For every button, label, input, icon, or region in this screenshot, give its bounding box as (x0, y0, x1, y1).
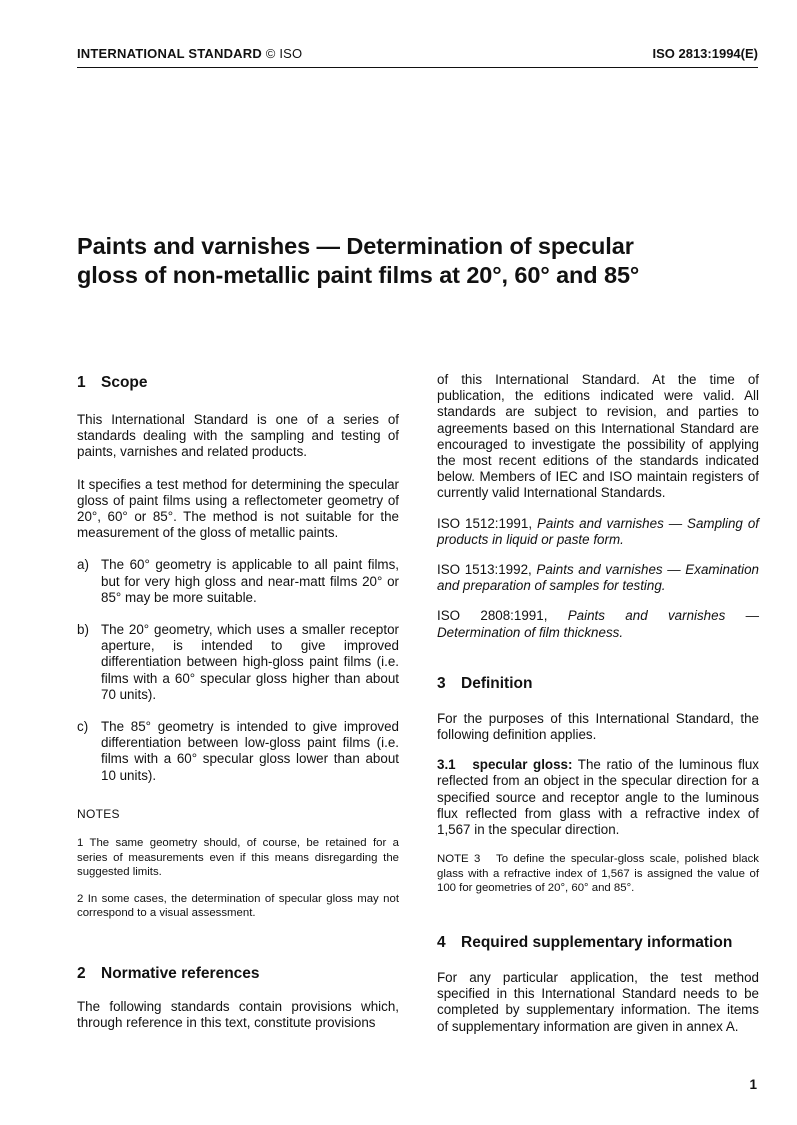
normative-paragraph-continued: of this International Standard. At the time of publication, the editions indicated were valid. All standards are subject to revision, and parties to agreements based on this International Standard are encouraged to investigate the possibility of applying the most recent editions of the standards indicated below. Members of IEC and ISO maintain registers of currently valid International Standards. (437, 372, 759, 501)
title-line-1: Paints and varnishes — Determination of specular (77, 233, 634, 259)
supplementary-info-paragraph: For any particular application, the test method specified in this International Standard needs to be completed by supplementary information. The items of supplementary information are given in annex A. (437, 970, 759, 1034)
note-1: 1 The same geometry should, of course, be retained for a series of measurements even if this means disregarding the suggested limits. (77, 837, 399, 879)
reference-title: Paints and varnishes — Sampling of products in liquid or paste form. (437, 515, 759, 547)
header-standard-label: INTERNATIONAL STANDARD (77, 46, 262, 61)
reference-code: ISO 1512:1991, (437, 515, 533, 531)
definition-3-1 (437, 757, 759, 838)
scope-paragraph-1: This International Standard is one of a series of standards dealing with the sampling and testing of paints, varnishes and related products. (77, 412, 399, 460)
section-3-number: 3 (437, 674, 446, 692)
section-3-heading (437, 675, 759, 693)
scope-item-b (77, 622, 399, 703)
running-header (77, 46, 758, 68)
section-4-heading (437, 934, 759, 952)
reference-title: Paints and varnishes — Examination and preparation of samples for testing. (437, 562, 759, 594)
reference-title: Paints and varnishes — Determination of film thickness. (437, 608, 759, 640)
section-4-number: 4 (437, 934, 446, 952)
section-4-title: Required supplementary information (461, 934, 733, 952)
definition-intro: For the purposes of this International Standard, the following definition applies. (437, 710, 759, 743)
list-marker: c) (77, 719, 89, 735)
section-3-title: Definition (461, 674, 533, 692)
list-item-text: The 60° geometry is applicable to all paint films, but for very high gloss and near-matt films 20° or 85° may be more suitable. (101, 557, 399, 605)
definition-number: 3.1 (437, 757, 456, 773)
note-3-label: NOTE 3 (437, 853, 481, 866)
section-2-title: Normative references (101, 965, 260, 983)
list-marker: b) (77, 622, 89, 638)
scope-item-c (77, 719, 399, 784)
notes-heading: NOTES (77, 806, 120, 821)
section-1-title: Scope (101, 374, 148, 391)
definition-term: specular gloss: (472, 757, 573, 773)
reference-iso-1513 (437, 562, 759, 594)
section-1-number: 1 (77, 374, 86, 391)
page-number: 1 (749, 1077, 757, 1092)
reference-code: ISO 2808:1991, (437, 608, 548, 624)
list-marker: a) (77, 557, 89, 573)
copyright-iso-mark: © ISO (265, 46, 303, 61)
note-2: 2 In some cases, the determination of specular gloss may not correspond to a visual assessment. (77, 892, 399, 920)
document-code: ISO 2813:1994(E) (652, 46, 758, 61)
list-item-text: The 20° geometry, which uses a smaller receptor aperture, is intended to give improved differentiation between high-gloss paint films (i.e. films with a 60° specular gloss higher than about 70 units). (101, 622, 399, 702)
note-3-text: To define the specular-gloss scale, polished black glass with a refractive index of 1,567 is assigned the value of 100 for geometries of 20°, 60° and 85°. (437, 853, 759, 895)
note-3 (437, 852, 759, 896)
list-item-text: The 85° geometry is intended to give improved differentiation between low-gloss paint films (i.e. films with a 60° specular gloss lower than about 10 units). (101, 719, 399, 783)
definition-text: The ratio of the luminous flux reflected from an object in the specular direction for a specified source and receptor angle to the luminous flux reflected from glass with a refractive index of 1,567 in the specular direction. (437, 757, 760, 838)
reference-iso-2808 (437, 608, 759, 640)
scope-paragraph-2: It specifies a test method for determining the specular gloss of paint films using a reflectometer geometry of 20°, 60° or 85°. The method is not suitable for the measurement of the gloss of metallic paints. (77, 476, 399, 541)
section-2-number: 2 (77, 965, 86, 983)
reference-code: ISO 1513:1992, (437, 562, 532, 578)
header-left (77, 46, 302, 61)
section-2-heading (77, 965, 399, 983)
normative-paragraph-start: The following standards contain provisions which, through reference in this text, constitute provisions (77, 999, 399, 1031)
left-column (77, 372, 399, 1031)
scope-item-a (77, 557, 399, 606)
header-divider (77, 67, 758, 68)
document-title (77, 232, 717, 290)
title-line-2: gloss of non-metallic paint films at 20°, 60° and 85° (77, 262, 640, 288)
section-1-heading (77, 374, 399, 392)
right-column (437, 372, 759, 1035)
reference-iso-1512 (437, 516, 759, 548)
